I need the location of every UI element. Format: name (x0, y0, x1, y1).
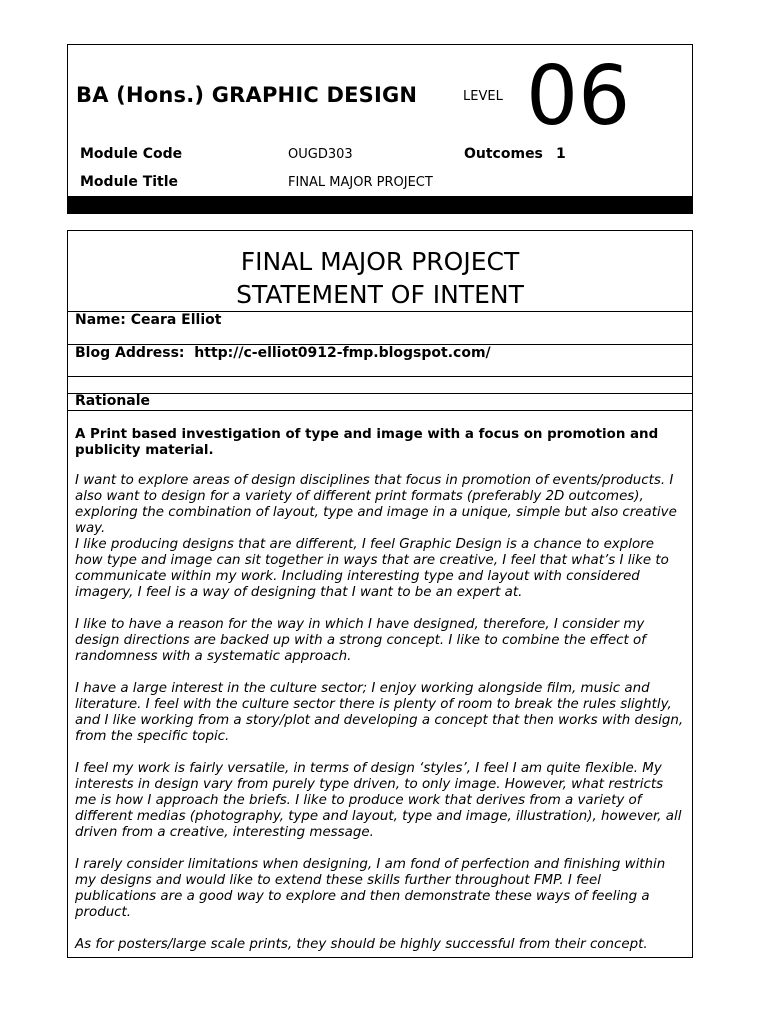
rationale-paragraph: I want to explore areas of design disciplines that focus in promotion of events/products. I also want to design for a variety of different print formats (preferably 2D outcomes), exploring the combination of layout, type and image in a unique, simple but also creative way. (75, 473, 677, 536)
course-title: BA (Hons.) GRAPHIC DESIGN (76, 83, 418, 107)
rationale-body (75, 427, 684, 958)
rationale-paragraph: I like producing designs that are different, I feel Graphic Design is a chance to explore how type and image can sit together in ways that are creative, I feel that what’s I like to communicate within my work. Including interesting type and layout with considered imagery, I feel is a way of designing that I want to be an expert at. (75, 537, 669, 600)
name-field (75, 312, 221, 328)
blog-divider (68, 376, 692, 377)
rationale-paragraph: I rarely consider limitations when designing, I am fond of perfection and finishing within my designs and would like to extend these skills further throughout FMP. I feel publications are a good way to explore and then demonstrate these ways of feeling a product. (75, 857, 666, 920)
module-title-label: Module Title (80, 174, 179, 190)
rationale-heading: Rationale (75, 393, 151, 409)
blog-address-value: http://c-elliot0912-fmp.blogspot.com/ (194, 345, 491, 361)
empty-row-divider (68, 393, 692, 394)
rationale-paragraph: I have a large interest in the culture sector; I enjoy working alongside film, music and literature. I feel with the culture sector there is plenty of room to break the rules slightly, and I like working from a story/plot and developing a concept that then works with design, from the specific topic. (75, 681, 684, 744)
header-divider-bar (68, 196, 692, 213)
level-number: 06 (526, 49, 631, 144)
module-header-box (67, 44, 693, 214)
name-value: Ceara Elliot (130, 312, 222, 328)
blog-address-field (75, 345, 491, 361)
module-title-value: FINAL MAJOR PROJECT (288, 175, 433, 190)
module-code-value: OUGD303 (288, 147, 353, 162)
document-title (68, 245, 692, 311)
level-label: LEVEL (463, 89, 503, 104)
document-title-line-1: FINAL MAJOR PROJECT (240, 247, 520, 276)
statement-of-intent-box (67, 230, 693, 958)
rationale-paragraph: As for posters/large scale prints, they should be highly successful from their concept. (75, 937, 648, 952)
rationale-lead: A Print based investigation of type and image with a focus on promotion and publicity material. (75, 427, 659, 458)
outcomes-label: Outcomes (464, 146, 543, 162)
module-code-label: Module Code (80, 146, 183, 162)
rationale-divider (68, 410, 692, 411)
rationale-paragraph: I feel my work is fairly versatile, in terms of design ‘styles’, I feel I am quite flexible. My interests in design vary from purely type driven, to only image. However, what restricts me is how I approach the briefs. I like to produce work that derives from a variety of different medias (photography, type and layout, type and image, illustration), however, all driven from a creative, interesting message. (75, 761, 682, 840)
rationale-paragraph: I like to have a reason for the way in which I have designed, therefore, I consider my design directions are backed up with a strong concept. I like to combine the effect of randomness with a systematic approach. (75, 617, 646, 664)
name-label: Name: (75, 312, 126, 328)
blog-address-label: Blog Address: (75, 345, 185, 361)
outcomes-value: 1 (556, 146, 566, 162)
document-title-line-2: STATEMENT OF INTENT (236, 280, 524, 309)
